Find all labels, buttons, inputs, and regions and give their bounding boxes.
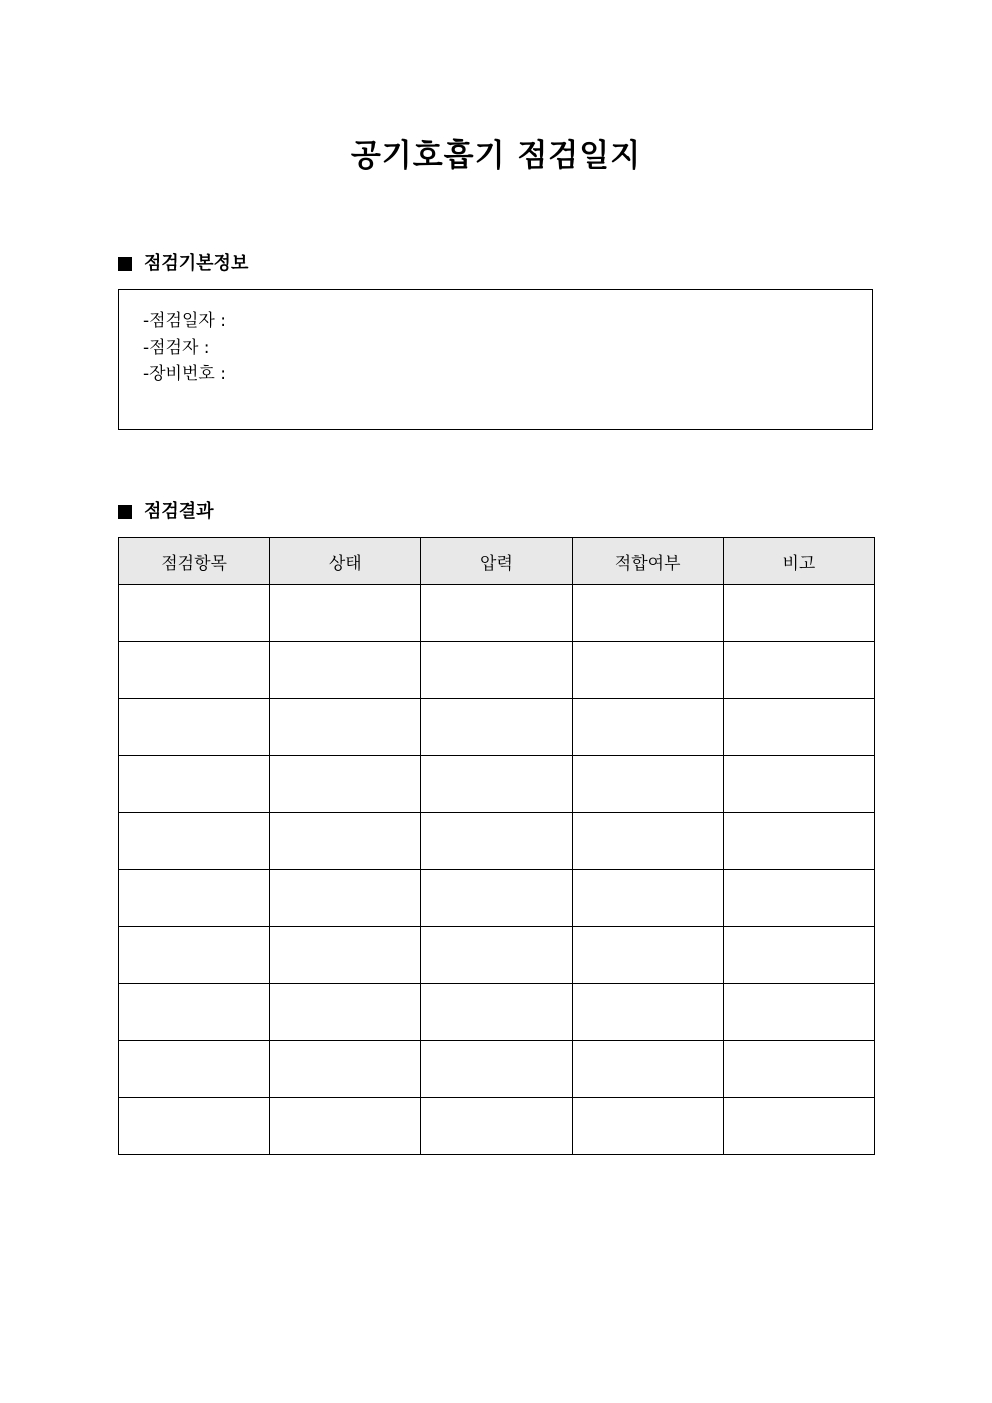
- table-cell[interactable]: [572, 1041, 723, 1098]
- column-header-suitability: 적합여부: [572, 538, 723, 585]
- results-body: [119, 585, 875, 1155]
- table-cell[interactable]: [572, 1098, 723, 1155]
- table-row: [119, 1098, 875, 1155]
- table-cell[interactable]: [119, 756, 270, 813]
- column-header-item: 점검항목: [119, 538, 270, 585]
- table-row: [119, 813, 875, 870]
- table-cell[interactable]: [119, 1098, 270, 1155]
- table-cell[interactable]: [119, 984, 270, 1041]
- table-cell[interactable]: [270, 642, 421, 699]
- table-row: [119, 984, 875, 1041]
- table-row: [119, 699, 875, 756]
- results-heading: [118, 500, 214, 524]
- table-cell[interactable]: [723, 585, 874, 642]
- table-cell[interactable]: [572, 699, 723, 756]
- table-cell[interactable]: [119, 870, 270, 927]
- table-cell[interactable]: [421, 1098, 572, 1155]
- table-row: [119, 1041, 875, 1098]
- table-cell[interactable]: [270, 927, 421, 984]
- table-cell[interactable]: [723, 756, 874, 813]
- table-cell[interactable]: [270, 699, 421, 756]
- results-table: [118, 537, 875, 1155]
- square-bullet-icon: [118, 257, 132, 271]
- table-cell[interactable]: [421, 927, 572, 984]
- table-cell[interactable]: [119, 813, 270, 870]
- table-cell[interactable]: [572, 813, 723, 870]
- table-cell[interactable]: [119, 642, 270, 699]
- table-cell[interactable]: [270, 1041, 421, 1098]
- table-cell[interactable]: [421, 585, 572, 642]
- basic-info-heading-label: 점검기본정보: [144, 253, 249, 274]
- table-cell[interactable]: [119, 927, 270, 984]
- table-cell[interactable]: [270, 870, 421, 927]
- equipment-number-field[interactable]: -장비번호 :: [143, 364, 226, 384]
- column-header-remarks: 비고: [723, 538, 874, 585]
- table-cell[interactable]: [119, 585, 270, 642]
- table-cell[interactable]: [421, 1041, 572, 1098]
- table-row: [119, 585, 875, 642]
- table-cell[interactable]: [421, 756, 572, 813]
- column-header-status: 상태: [270, 538, 421, 585]
- table-cell[interactable]: [270, 1098, 421, 1155]
- table-cell[interactable]: [572, 756, 723, 813]
- table-cell[interactable]: [723, 927, 874, 984]
- square-bullet-icon: [118, 505, 132, 519]
- table-cell[interactable]: [723, 984, 874, 1041]
- table-cell[interactable]: [572, 585, 723, 642]
- table-cell[interactable]: [572, 984, 723, 1041]
- table-cell[interactable]: [572, 642, 723, 699]
- table-cell[interactable]: [421, 870, 572, 927]
- page-title: 공기호흡기 점검일지: [350, 138, 642, 174]
- inspection-date-field[interactable]: -점검일자 :: [143, 311, 226, 331]
- table-cell[interactable]: [270, 813, 421, 870]
- table-cell[interactable]: [119, 699, 270, 756]
- results-heading-label: 점검결과: [144, 501, 214, 522]
- table-cell[interactable]: [270, 756, 421, 813]
- table-cell[interactable]: [421, 813, 572, 870]
- table-cell[interactable]: [723, 699, 874, 756]
- table-cell[interactable]: [270, 984, 421, 1041]
- table-cell[interactable]: [572, 870, 723, 927]
- table-cell[interactable]: [572, 927, 723, 984]
- table-cell[interactable]: [723, 642, 874, 699]
- basic-info-box: [118, 289, 873, 430]
- basic-info-heading: [118, 252, 248, 276]
- table-cell[interactable]: [119, 1041, 270, 1098]
- table-cell[interactable]: [723, 870, 874, 927]
- column-header-pressure: 압력: [421, 538, 572, 585]
- table-cell[interactable]: [723, 1041, 874, 1098]
- table-cell[interactable]: [421, 984, 572, 1041]
- inspector-field[interactable]: -점검자 :: [143, 337, 210, 358]
- results-header-row: [119, 538, 875, 585]
- table-row: [119, 642, 875, 699]
- table-cell[interactable]: [723, 1098, 874, 1155]
- table-cell[interactable]: [270, 585, 421, 642]
- table-cell[interactable]: [421, 699, 572, 756]
- table-row: [119, 927, 875, 984]
- table-cell[interactable]: [723, 813, 874, 870]
- table-row: [119, 870, 875, 927]
- table-row: [119, 756, 875, 813]
- table-cell[interactable]: [421, 642, 572, 699]
